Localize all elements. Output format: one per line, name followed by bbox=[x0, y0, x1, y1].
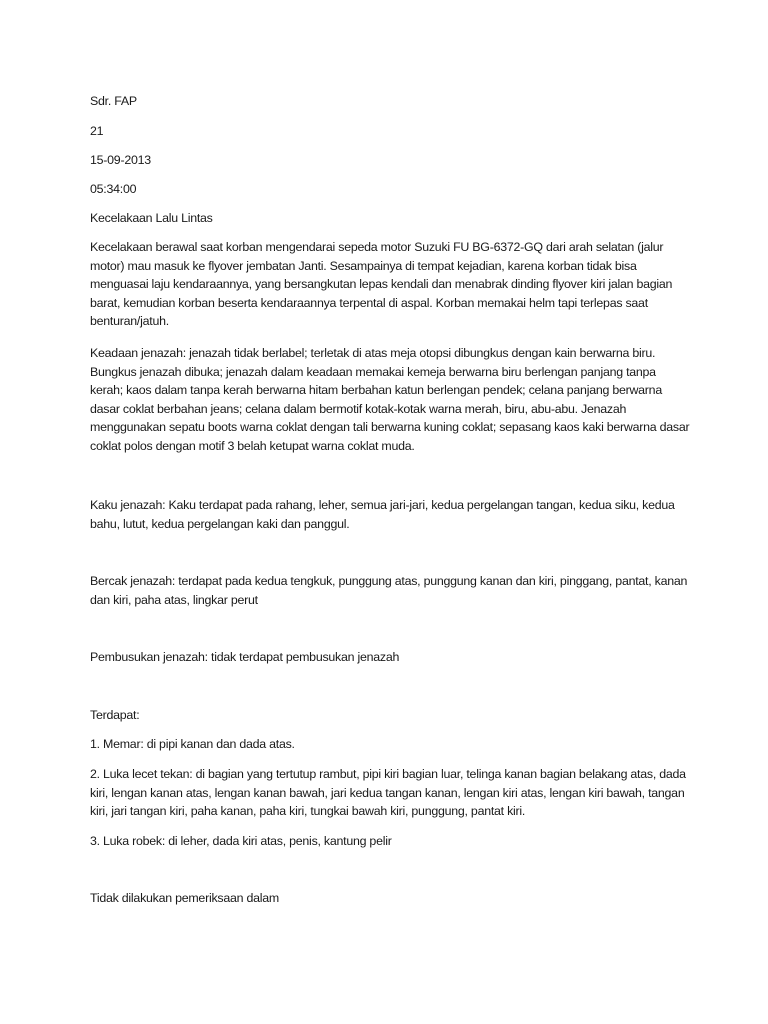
livor-paragraph: Bercak jenazah: terdapat pada kedua tengkuk, punggung atas, punggung kanan dan kiri, pinggang, pantat, kanan dan kiri, paha atas, lingkar perut bbox=[90, 574, 688, 607]
rigor-paragraph: Kaku jenazah: Kaku terdapat pada rahang, leher, semua jari-jari, kedua pergelangan tangan, kedua siku, kedua bahu, lutut, kedua pergelangan kaki dan panggul. bbox=[90, 498, 675, 531]
finding-item: 3. Luka robek: di leher, dada kiri atas, penis, kantung pelir bbox=[90, 834, 392, 848]
subject-name: Sdr. FAP bbox=[90, 94, 137, 108]
body-condition-paragraph: Keadaan jenazah: jenazah tidak berlabel; terletak di atas meja otopsi dibungkus dengan kain berwarna biru. Bungkus jenazah dibuka; jenazah dalam keadaan memakai kemeja berwarna biru berlengan panjang tanpa kerah; kaos dalam tanpa kerah berwarna hitam berbahan katun berlengan pendek; celana panjang berwarna dasar coklat berbahan jeans; celana dalam bermotif kotak-kotak warna merah, biru, abu-abu. Jenazah menggunakan sepatu boots warna coklat dengan tali berwarna kuning coklat; sepasang kaos kaki berwarna dasar coklat polos dengan motif 3 belah ketupat warna coklat muda. bbox=[90, 346, 690, 453]
finding-item: 1. Memar: di pipi kanan dan dada atas. bbox=[90, 737, 295, 751]
closing-statement: Tidak dilakukan pemeriksaan dalam bbox=[90, 891, 279, 905]
incident-date: 15-09-2013 bbox=[90, 153, 151, 167]
subject-age: 21 bbox=[90, 124, 104, 138]
decomposition-paragraph: Pembusukan jenazah: tidak terdapat pembusukan jenazah bbox=[90, 650, 400, 664]
incident-type: Kecelakaan Lalu Lintas bbox=[90, 211, 213, 225]
findings-heading: Terdapat: bbox=[90, 708, 140, 722]
chronology-paragraph: Kecelakaan berawal saat korban mengendarai sepeda motor Suzuki FU BG-6372-GQ dari arah selatan (jalur motor) mau masuk ke flyover jembatan Janti. Sesampainya di tempat kejadian, karena korban tidak bisa menguasai laju kendaraannya, yang bersangkutan lepas kendali dan menabrak dinding flyover kiri jalan bagian barat, kemudian korban beserta kendaraannya terpental di aspal. Korban memakai helm tapi terlepas saat benturan/jatuh. bbox=[90, 240, 673, 329]
finding-item: 2. Luka lecet tekan: di bagian yang tertutup rambut, pipi kiri bagian luar, telinga kanan bagian belakang atas, dada kiri, lengan kanan atas, lengan kanan bawah, jari kedua tangan kanan, lengan kiri atas, lengan kiri bawah, tangan kiri, jari tangan kiri, paha kanan, paha kiri, tungkai bawah kiri, punggung, pantat kiri. bbox=[90, 767, 686, 819]
incident-time: 05:34:00 bbox=[90, 182, 137, 196]
